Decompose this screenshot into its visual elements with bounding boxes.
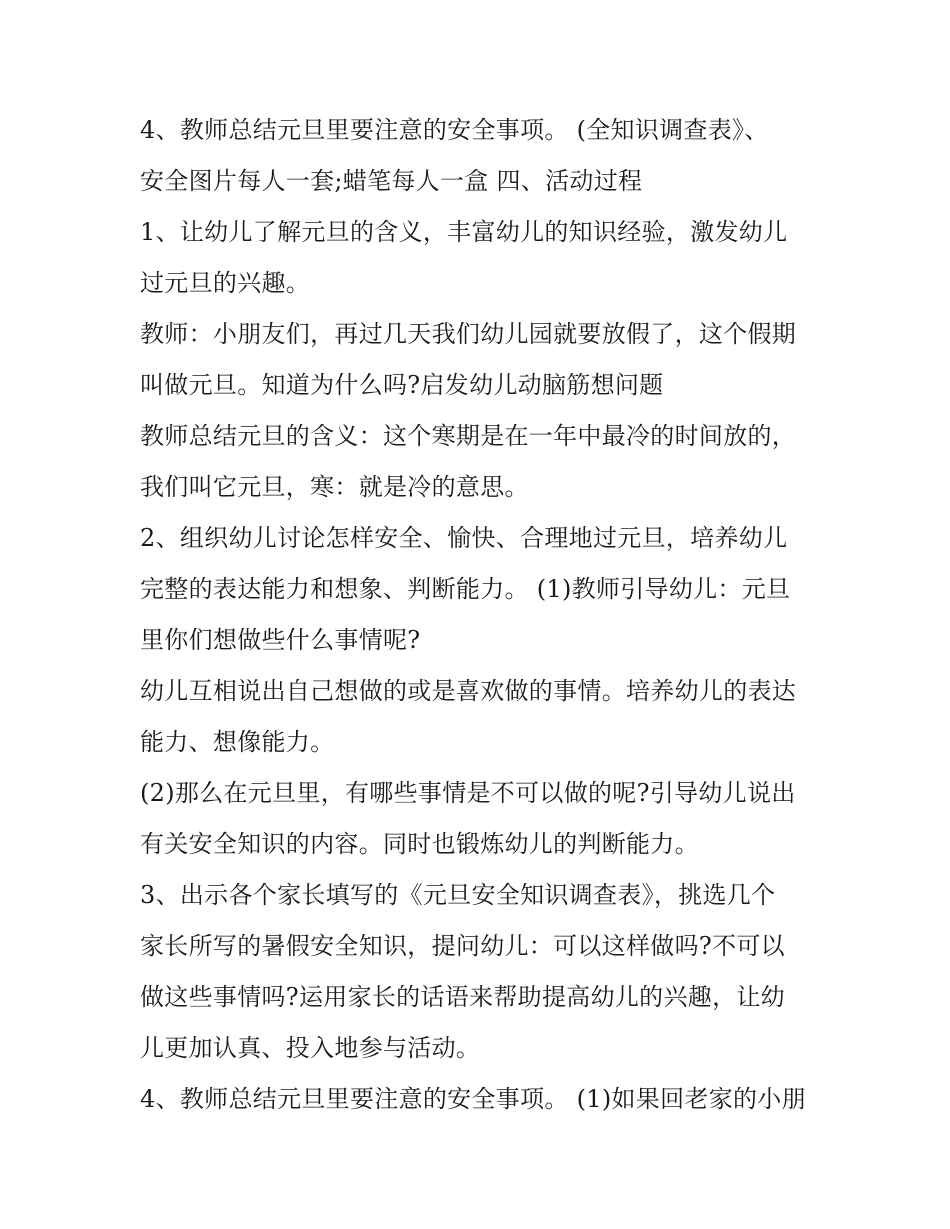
text-line: (2)那么在元旦里，有哪些事情是不可以做的呢?引导幼儿说出 — [140, 779, 796, 807]
text-line: 3、出示各个家长填写的《元旦安全知识调查表》，挑选几个 — [140, 881, 776, 909]
text-line: 我们叫它元旦，寒：就是冷的意思。 — [140, 473, 529, 501]
text-line: 2、组织幼儿讨论怎样安全、愉快、合理地过元旦，培养幼儿 — [140, 524, 788, 552]
text-line: 做这些事情吗?运用家长的话语来帮助提高幼儿的兴趣，让幼 — [140, 983, 785, 1011]
text-line: 儿更加认真、投入地参与活动。 — [140, 1034, 481, 1062]
text-line: 安全图片每人一套;蜡笔每人一盒 四、活动过程 — [140, 167, 643, 195]
text-line: 家长所写的暑假安全知识，提问幼儿：可以这样做吗?不可以 — [140, 932, 785, 960]
text-line: 1、让幼儿了解元旦的含义，丰富幼儿的知识经验，激发幼儿 — [140, 218, 788, 246]
text-line: 4、教师总结元旦里要注意的安全事项。 (1)如果回老家的小朋 — [140, 1085, 806, 1113]
text-line: 完整的表达能力和想象、判断能力。 (1)教师引导幼儿：元旦 — [140, 575, 791, 603]
text-line: 过元旦的兴趣。 — [140, 269, 311, 297]
text-line: 4、教师总结元旦里要注意的安全事项。 (全知识调查表》、 — [140, 116, 769, 144]
text-line: 里你们想做些什么事情呢? — [140, 626, 421, 654]
text-line: 叫做元旦。知道为什么吗?启发幼儿动脑筋想问题 — [140, 371, 664, 399]
text-line: 能力、想像能力。 — [140, 728, 335, 756]
text-line: 幼儿互相说出自己想做的或是喜欢做的事情。培养幼儿的表达 — [140, 677, 797, 705]
text-line: 教师：小朋友们，再过几天我们幼儿园就要放假了，这个假期 — [140, 320, 797, 348]
text-line: 有关安全知识的内容。同时也锻炼幼儿的判断能力。 — [140, 830, 699, 858]
text-line: 教师总结元旦的含义：这个寒期是在一年中最冷的时间放的， — [140, 422, 797, 450]
